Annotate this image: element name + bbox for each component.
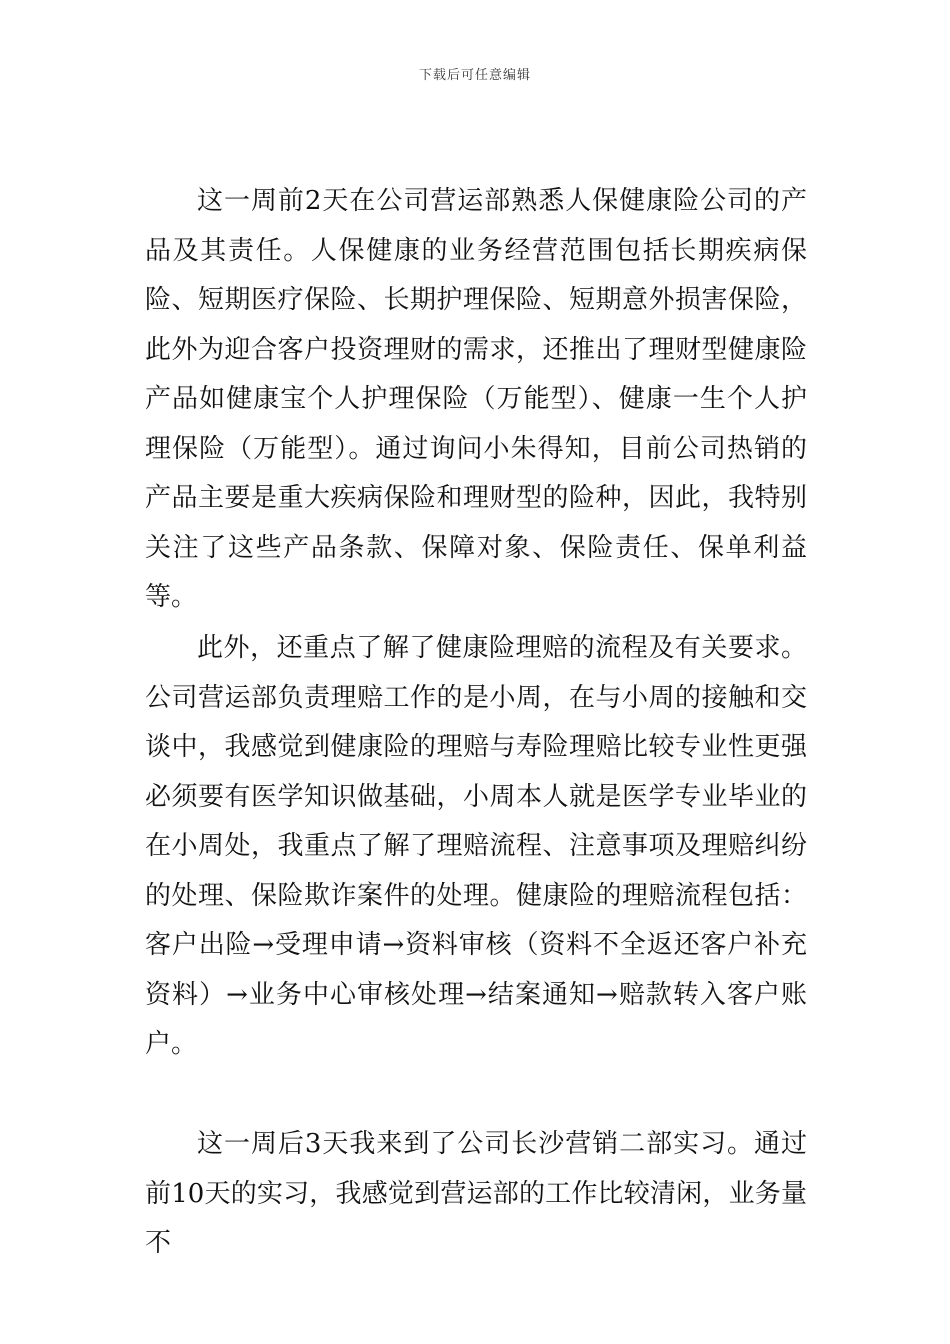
page-header-note: 下载后可任意编辑	[418, 68, 531, 83]
paragraph-product-overview: 这一周前2天在公司营运部熟悉人保健康险公司的产品及其责任。人保健康的业务经营范围包括长期疾病保险、短期医疗保险、长期护理保险、短期意外损害保险，此外为迎合客户投资理财的需求，还推出了理财型健康险产品如健康宝个人护理保险（万能型）、健康一生个人护理保险（万能型）。通过询问小朱得知，目前公司热销的产品主要是重大疾病保险和理财型的险种，因此，我特别关注了这些产品条款、保障对象、保险责任、保单利益等。	[145, 186, 807, 612]
paragraph-marketing-internship: 这一周后3天我来到了公司长沙营销二部实习。通过前10天的实习，我感觉到营运部的工作比较清闲，业务量不	[145, 1129, 807, 1258]
paragraph-claims-process: 此外，还重点了解了健康险理赔的流程及有关要求。公司营运部负责理赔工作的是小周，在与小周的接触和交谈中，我感觉到健康险的理赔与寿险理赔比较专业性更强必须要有医学知识做基础，小周本人就是医学专业毕业的在小周处，我重点了解了理赔流程、注意事项及理赔纠纷的处理、保险欺诈案件的处理。健康险的理赔流程包括：客户出险→受理申请→资料审核（资料不全返还客户补充资料）→业务中心审核处理→结案通知→赔款转入客户账户。	[145, 633, 807, 1059]
